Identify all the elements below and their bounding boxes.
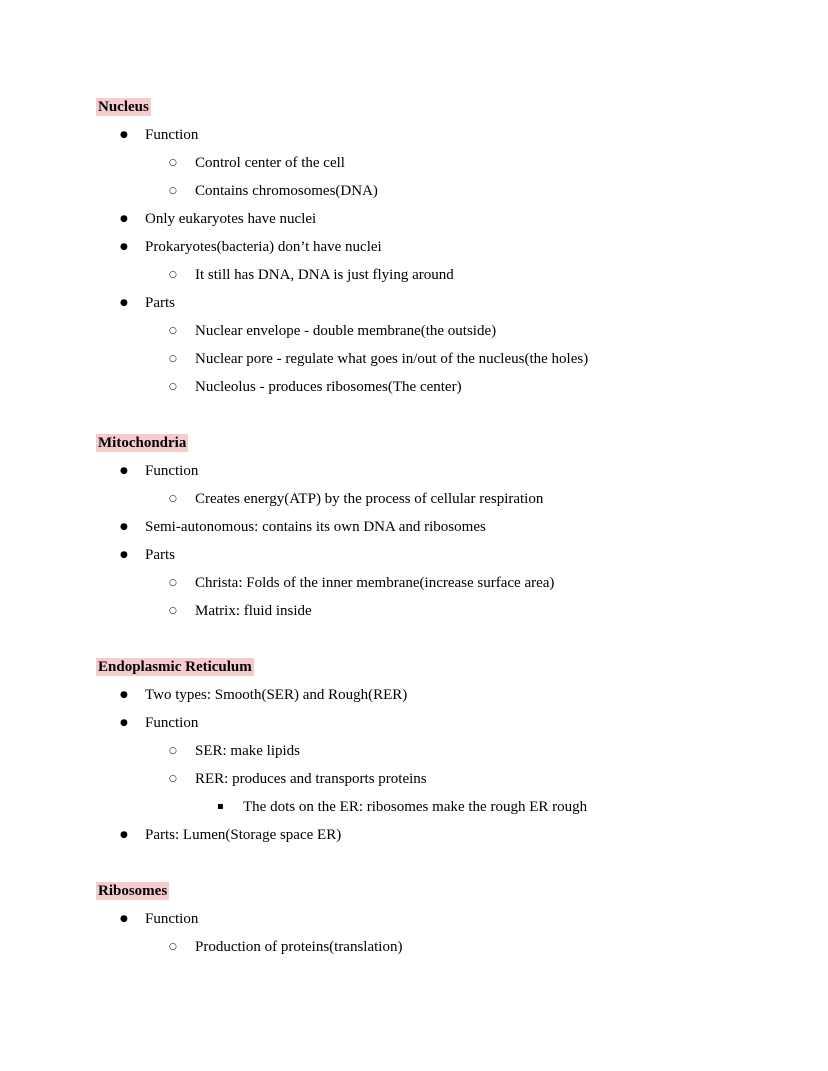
circle-bullet-icon: ○ [169,494,177,504]
list-item-text: Parts [145,547,175,563]
list-item [96,933,792,961]
list-item [96,485,792,513]
list-item [96,205,792,233]
circle-bullet-icon: ○ [169,382,177,392]
list-item [96,121,792,149]
disc-bullet-icon: ● [120,298,128,308]
list-item-text: Control center of the cell [195,155,345,171]
circle-bullet-icon: ○ [169,578,177,588]
list-item-text: Parts [145,295,175,311]
section-ribosomes [96,877,792,961]
list-item-text: Creates energy(ATP) by the process of cellular respiration [195,491,544,507]
section-title: Mitochondria [98,435,187,451]
disc-bullet-icon: ● [120,914,128,924]
list-item-text: Function [145,463,199,479]
list-item-text: Function [145,715,199,731]
list-item-text: Contains chromosomes(DNA) [195,183,378,199]
list-item [96,541,792,569]
list-item [96,457,792,485]
list-item-text: Nuclear pore - regulate what goes in/out of the nucleus(the holes) [195,351,589,367]
disc-bullet-icon: ● [120,830,128,840]
list-item [96,289,792,317]
list-item [96,737,792,765]
list-item [96,345,792,373]
list-item [96,597,792,625]
circle-bullet-icon: ○ [169,270,177,280]
list-item [96,513,792,541]
list-item-text: Function [145,127,199,143]
list-item-text: Parts: Lumen(Storage space ER) [145,827,342,843]
section-heading [96,429,792,457]
section-heading [96,653,792,681]
circle-bullet-icon: ○ [169,158,177,168]
section-title: Ribosomes [98,883,168,899]
list-item-text: SER: make lipids [195,743,300,759]
list-item [96,681,792,709]
list-item-text: It still has DNA, DNA is just flying around [195,267,454,283]
section-title: Endoplasmic Reticulum [98,659,252,675]
section-nucleus [96,93,792,401]
list-item-text: Two types: Smooth(SER) and Rough(RER) [145,687,408,703]
list-item [96,149,792,177]
circle-bullet-icon: ○ [169,186,177,196]
disc-bullet-icon: ● [120,550,128,560]
list-item [96,709,792,737]
circle-bullet-icon: ○ [169,606,177,616]
disc-bullet-icon: ● [120,130,128,140]
list-item-text: Semi-autonomous: contains its own DNA and ribosomes [145,519,486,535]
list-item [96,317,792,345]
circle-bullet-icon: ○ [169,942,177,952]
list-item [96,569,792,597]
list-item [96,793,792,821]
section-mitochondria [96,429,792,625]
section-title: Nucleus [98,99,149,115]
list-item [96,177,792,205]
disc-bullet-icon: ● [120,522,128,532]
list-item-text: Function [145,911,199,927]
section-heading [96,877,792,905]
circle-bullet-icon: ○ [169,774,177,784]
list-item-text: The dots on the ER: ribosomes make the rough ER rough [243,799,588,815]
circle-bullet-icon: ○ [169,326,177,336]
list-item [96,765,792,793]
list-item-text: Only eukaryotes have nuclei [145,211,317,227]
disc-bullet-icon: ● [120,242,128,252]
disc-bullet-icon: ● [120,690,128,700]
section-endoplasmic-reticulum [96,653,792,849]
list-item [96,373,792,401]
list-item-text: RER: produces and transports proteins [195,771,427,787]
list-item-text: Production of proteins(translation) [195,939,403,955]
disc-bullet-icon: ● [120,466,128,476]
square-bullet-icon: ▪ [217,801,224,812]
circle-bullet-icon: ○ [169,354,177,364]
list-item [96,261,792,289]
disc-bullet-icon: ● [120,214,128,224]
list-item [96,233,792,261]
list-item-text: Nucleolus - produces ribosomes(The center) [195,379,462,395]
disc-bullet-icon: ● [120,718,128,728]
section-heading [96,93,792,121]
list-item [96,905,792,933]
circle-bullet-icon: ○ [169,746,177,756]
list-item-text: Matrix: fluid inside [195,603,312,619]
list-item-text: Christa: Folds of the inner membrane(increase surface area) [195,575,555,591]
list-item [96,821,792,849]
list-item-text: Prokaryotes(bacteria) don’t have nuclei [145,239,382,255]
list-item-text: Nuclear envelope - double membrane(the outside) [195,323,497,339]
